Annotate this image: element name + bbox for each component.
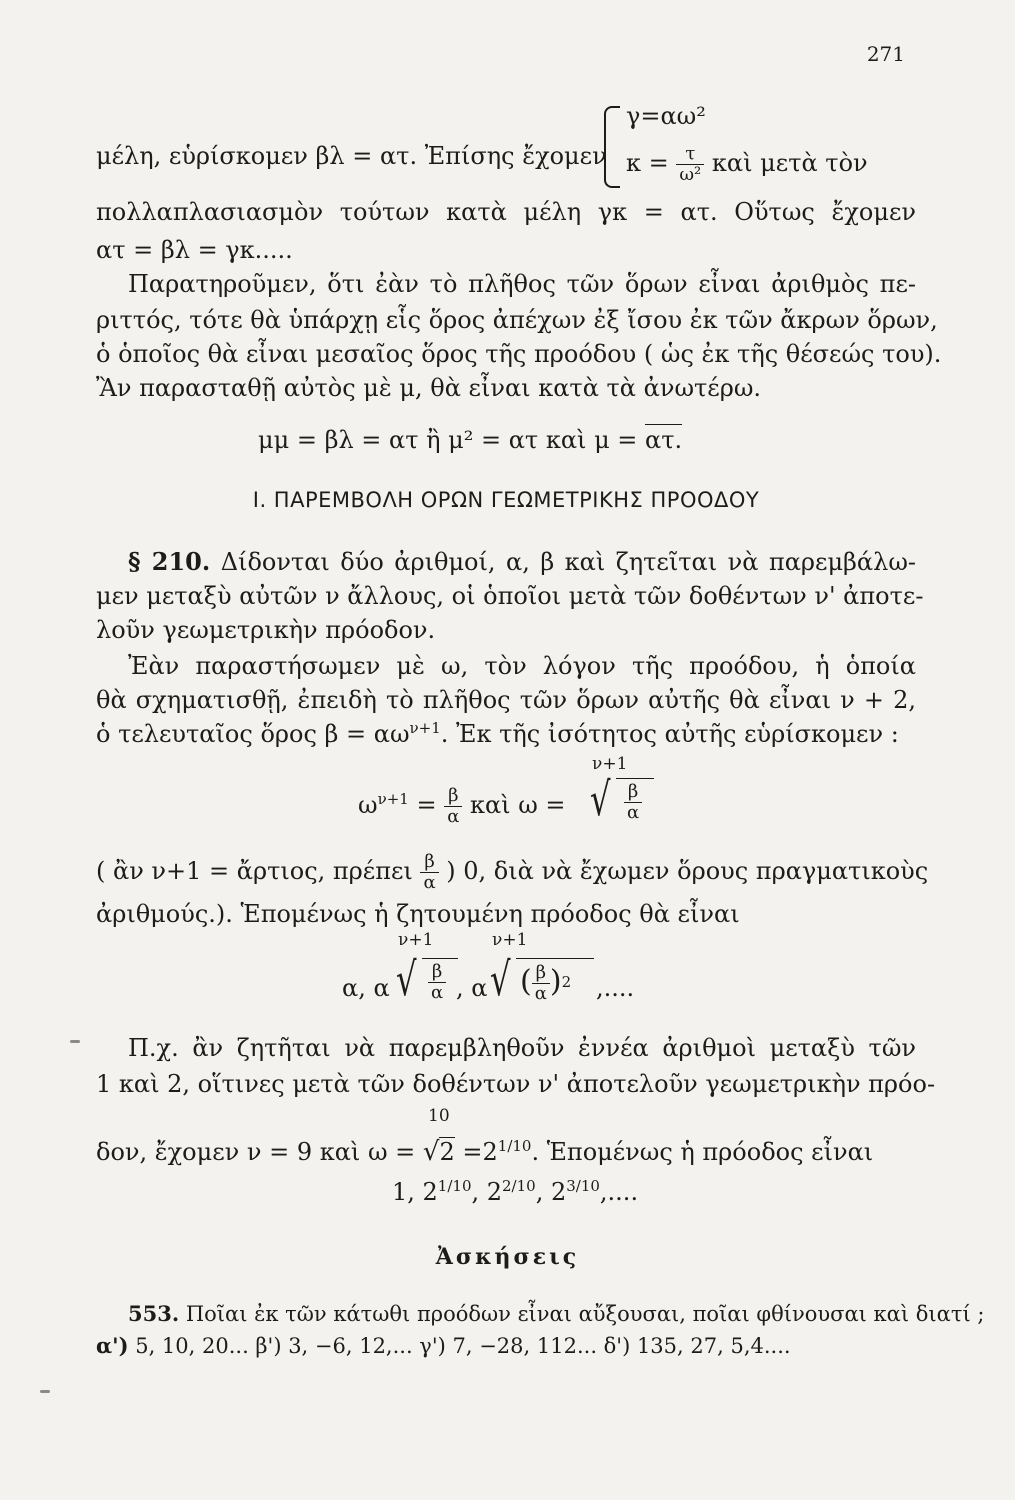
page-number: 271 (866, 42, 905, 66)
exercise-line-2: α') 5, 10, 20... β') 3, −6, 12,... γ') 7, −28, 112... δ') 135, 27, 5,4.... (96, 1333, 791, 1358)
text-line-5: ριττός, τότε θὰ ὑπάρχῃ εἷς ὅρος ἀπέχων ἐξ ἴσου ἐκ τῶν ἄκρων ὅρων, (96, 306, 938, 334)
text-line-11: Ἐὰν παραστήσωμεν μὲ ω, τὸν λόγον τῆς προόδου, ἡ ὁποία (128, 652, 916, 680)
text-line-2: πολλαπλασιασμὸν τούτων κατὰ μέλη γκ = ατ. Οὕτως ἔχομεν (96, 198, 916, 226)
text-line-17: 1 καὶ 2, οἵτινες μετὰ τῶν δοθέντων ν' ἀποτελοῦν γεωμετρικὴν πρόο- (96, 1070, 936, 1098)
text-line-10: λοῦν γεωμετρικὴν πρόοδον. (96, 616, 436, 644)
text-line-15: ἀριθμούς.). Ἑπομένως ἡ ζητουμένη πρόοδος θὰ εἶναι (96, 900, 740, 928)
fraction: $\frac{\beta}{\alpha}$ (624, 782, 642, 823)
text-line-4: Παρατηροῦμεν, ὅτι ἐὰν τὸ πλῆθος τῶν ὅρων εἶναι ἀριθμὸς πε- (128, 270, 916, 298)
print-smudge (70, 1040, 80, 1043)
text-line-14: ( ἂν ν+1 = ἄρτιος, πρέπει $\frac{\beta}{\alpha}$ ) 0, διὰ νὰ ἔχωμεν ὅρους πραγματικοὺς (96, 851, 929, 893)
section-number: § 210. (128, 547, 211, 576)
text-line-1: μέλη, εὑρίσκομεν βλ = ατ. Ἐπίσης ἔχομεν (96, 142, 607, 170)
eq3-mid: , α (456, 974, 488, 1002)
fraction: $\frac{\beta}{\alpha}$ (428, 962, 446, 1003)
system-line-2: κ = $\frac{\tau}{\text{ω²}}$ καὶ μετὰ τὸν (626, 143, 868, 185)
eq3-end: ,.... (596, 974, 635, 1002)
fraction: $\frac{\beta}{\alpha}$ (444, 786, 462, 827)
radical-sign: √ (590, 772, 611, 826)
fraction: $\frac{\beta}{\alpha}$ (420, 852, 438, 893)
equation-1: μμ = βλ = ατ ἢ μ² = ατ καὶ μ = ατ. (258, 426, 683, 454)
eq3-start: α, α (342, 974, 390, 1002)
root-index: 10 (428, 1106, 450, 1126)
radical-sign: √ (490, 952, 511, 1006)
root-index-2: ν+1 (492, 930, 528, 950)
root-index-1: ν+1 (398, 930, 434, 950)
text-line-3: ατ = βλ = γκ..... (96, 236, 293, 264)
text-line-7: Ἂν παρασταθῇ αὐτὸς μὲ μ, θὰ εἶναι κατὰ τὰ ἀνωτέρω. (96, 374, 762, 402)
fraction: $\frac{\beta}{\alpha}$ (532, 963, 550, 1004)
equation-system (604, 100, 924, 190)
text-line-8: § 210. Δίδονται δύο ἀριθμοί, α, β καὶ ζητεῖται νὰ παρεμβάλω- (128, 547, 917, 576)
radical-bar (616, 778, 654, 779)
text-line-16: Π.χ. ἂν ζητῆται νὰ παρεμβληθοῦν ἐννέα ἀριθμοὶ μεταξὺ τῶν (128, 1034, 916, 1062)
text-line-13: ὁ τελευταῖος ὅρος $\beta = \alpha\omega^{\nu+1}$. Ἐκ τῆς ἰσότητος αὐτῆς εὑρίσκομεν : (96, 719, 899, 748)
equation-2: $\omega^{\nu+1}$ = $\frac{\beta}{\alpha}$ καὶ ω = (358, 785, 566, 827)
section-heading: I. ΠΑΡΕΜΒΟΛΗ ΟΡΩΝ ΓΕΩΜΕΤΡΙΚΗΣ ΠΡΟΟΔΟΥ (252, 488, 760, 512)
text-line-12: θὰ σχηματισθῇ, ἐπειδὴ τὸ πλῆθος τῶν ὅρων αὐτῆς θὰ εἶναι ν + 2, (96, 686, 916, 714)
exercise-number: 553. (128, 1301, 180, 1326)
text-line-6: ὁ ὁποῖος θὰ εἶναι μεσαῖος ὅρος τῆς προόδου ( ὡς ἐκ τῆς θέσεώς του). (96, 340, 942, 368)
text-line-18: δον, ἔχομεν ν = 9 καὶ $\omega = √2 =2^{1/10}$. Ἑπομένως ἡ πρόοδος εἶναι (96, 1137, 874, 1167)
fraction: $\frac{\tau}{\text{ω²}}$ (676, 144, 704, 185)
paren-group: ( $\frac{\beta}{\alpha}$ )$^2$ (520, 961, 572, 1004)
root-index: ν+1 (592, 754, 628, 774)
radical-bar (516, 958, 594, 959)
exercises-heading: Ἀσκήσεις (435, 1244, 580, 1270)
text-line-9: μεν μεταξὺ αὐτῶν ν ἄλλους, οἱ ὁποῖοι μετὰ τῶν δοθέντων ν' ἀποτε- (96, 582, 924, 610)
exercise-line-1: 553. Ποῖαι ἐκ τῶν κάτωθι προόδων εἶναι αὔξουσαι, ποῖαι φθίνουσαι καὶ διατί ; (128, 1301, 985, 1326)
radical-sign: √ (396, 952, 417, 1006)
radicand: ατ. (645, 426, 683, 454)
radical-bar (422, 958, 458, 959)
equation-4: 1, $2^{1/10}$, $2^{2/10}$, $2^{3/10}$,.... (392, 1177, 639, 1206)
print-smudge (40, 1390, 50, 1393)
system-line-1: γ=αω² (626, 102, 706, 130)
